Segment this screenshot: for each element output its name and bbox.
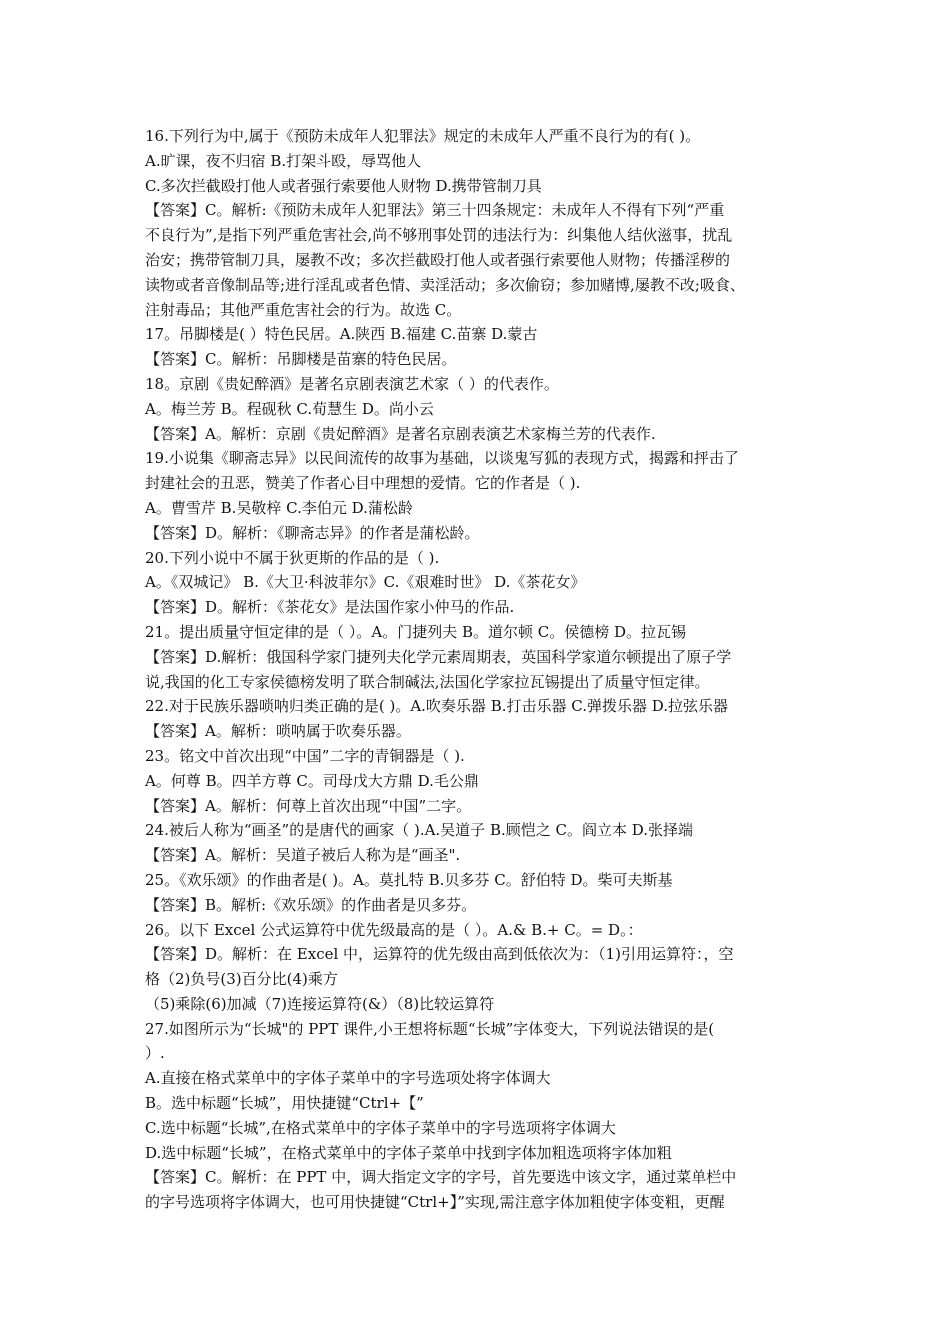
text-line: 24.被后人称为“画圣”的是唐代的画家（ ).A.吴道子 B.顾恺之 C。阎立本 D.张择端 <box>145 821 694 840</box>
text-line: A.旷课，夜不归宿 B.打架斗殴，辱骂他人 <box>145 151 422 170</box>
text-line: 注射毒品；其他严重危害社会的行为。故选 C。 <box>145 300 462 319</box>
text-line: A。何尊 B。四羊方尊 C。司母戊大方鼎 D.毛公鼎 <box>145 771 479 790</box>
text-line: 读物或者音像制品等;进行淫乱或者色情、卖淫活动；多次偷窃；参加赌博,屡教不改;吸食、 <box>145 275 745 294</box>
text-line: A.直接在格式菜单中的字体子菜单中的字号选项处将字体调大 <box>145 1069 551 1088</box>
text-line: D.选中标题“长城”，在格式菜单中的字体子菜单中找到字体加粗选项将字体加粗 <box>145 1143 672 1162</box>
text-line: 的字号选项将字体调大，也可用快捷键“Ctrl+】”实现,需注意字体加粗使字体变粗，更醒 <box>145 1193 725 1212</box>
text-line: A。梅兰芳 B。程砚秋 C.荀慧生 D。尚小云 <box>145 399 434 418</box>
text-line: 【答案】C。解析：吊脚楼是苗寨的特色民居。 <box>145 350 457 369</box>
text-line: 20.下列小说中不属于狄更斯的作品的是（ ). <box>145 548 440 567</box>
text-line: 【答案】C。解析：在 PPT 中，调大指定文字的字号，首先要选中该文字，通过菜单栏中 <box>145 1168 737 1187</box>
text-line: （5)乘除(6)加减（7)连接运算符(&）（8)比较运算符 <box>145 994 495 1013</box>
text-line: 不良行为”,是指下列严重危害社会,尚不够刑事处罚的违法行为：纠集他人结伙滋事，扰乱 <box>145 226 733 245</box>
text-line: 【答案】D.解析：俄国科学家门捷列夫化学元素周期表，英国科学家道尔顿提出了原子学 <box>145 647 732 666</box>
text-line: 27.如图所示为“长城"的 PPT 课件,小王想将标题“长城”字体变大，下列说法错误的是( <box>145 1019 715 1038</box>
text-line: 【答案】D。解析：《聊斋志异》的作者是蒲松龄。 <box>145 523 480 542</box>
text-line: 【答案】A。解析：唢呐属于吹奏乐器。 <box>145 722 411 741</box>
text-line: 19.小说集《聊斋志异》以民间流传的故事为基础，以谈鬼写狐的表现方式，揭露和抨击了 <box>145 449 739 468</box>
text-line: 【答案】D。解析：在 Excel 中，运算符的优先级由高到低依次为：（1)引用运算符：，空 <box>145 945 734 964</box>
text-line: B。选中标题“长城”，用快捷键“Ctrl+【” <box>145 1094 424 1113</box>
text-line: 封建社会的丑恶，赞美了作者心目中理想的爱情。它的作者是（ ). <box>145 474 581 493</box>
text-line: 治安；携带管制刀具，屡教不改；多次拦截殴打他人或者强行索要他人财物；传播淫秽的 <box>145 250 731 269</box>
text-line: 26。以下 Excel 公式运算符中优先级最高的是（ ）。A.& B.+ C。= D。： <box>145 920 643 939</box>
text-line: A。曹雪芹 B.吴敬梓 C.李伯元 D.蒲松龄 <box>145 498 413 517</box>
text-line: 【答案】A。解析：吴道子被后人称为是“画圣". <box>145 846 461 865</box>
text-line: 格（2)负号(3)百分比(4)乘方 <box>145 970 338 989</box>
text-line: 18。京剧《贵妃醉酒》是著名京剧表演艺术家（ ）的代表作。 <box>145 374 559 393</box>
text-line: 【答案】A。解析：何尊上首次出现“中国”二字。 <box>145 796 472 815</box>
text-line: 【答案】D。解析：《茶花女》是法国作家小仲马的作品. <box>145 598 515 617</box>
text-line: 22.对于民族乐器唢呐归类正确的是( )。A.吹奏乐器 B.打击乐器 C.弹拨乐器 D.拉弦乐器 <box>145 697 728 716</box>
text-line: C.多次拦截殴打他人或者强行索要他人财物 D.携带管制刀具 <box>145 176 542 195</box>
text-line: A。《双城记》 B.《大卫·科波菲尔》C.《艰难时世》 D.《茶花女》 <box>145 573 586 592</box>
text-line: 【答案】A。解析：京剧《贵妃醉酒》是著名京剧表演艺术家梅兰芳的代表作. <box>145 424 656 443</box>
text-line: 25。《欢乐颂》的作曲者是( )。A。莫扎特 B.贝多芬 C。舒伯特 D。柴可夫斯基 <box>145 870 673 889</box>
text-line: 16.下列行为中,属于《预防未成年人犯罪法》规定的未成年人严重不良行为的有( )。 <box>145 127 701 145</box>
text-line: 17。吊脚楼是( ）特色民居。A.陕西 B.福建 C.苗寨 D.蒙古 <box>145 325 538 344</box>
text-line: 21。提出质量守恒定律的是（ ）。A。门捷列夫 B。道尔顿 C。侯德榜 D。拉瓦锡 <box>145 622 687 641</box>
text-line: 23。铭文中首次出现“中国”二字的青铜器是（ ). <box>145 746 465 765</box>
document-body <box>145 124 813 1215</box>
text-line: ）. <box>145 1044 165 1063</box>
text-line: 【答案】C。解析:《预防未成年人犯罪法》第三十四条规定：未成年人不得有下列“严重 <box>145 201 725 220</box>
text-line: 说,我国的化工专家侯德榜发明了联合制碱法,法国化学家拉瓦锡提出了质量守恒定律。 <box>145 672 710 691</box>
text-line: C.选中标题“长城”,在格式菜单中的字体子菜单中的字号选项将字体调大 <box>145 1118 616 1137</box>
text-line: 【答案】B。解析:《欢乐颂》的作曲者是贝多芬。 <box>145 895 477 914</box>
